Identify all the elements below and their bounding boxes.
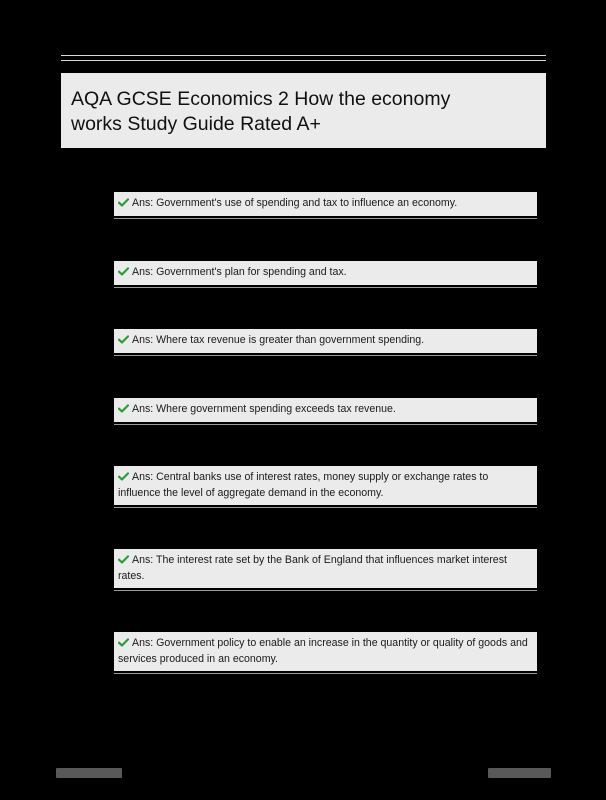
answer-box-5: [114, 466, 537, 505]
top-rule: [61, 55, 546, 61]
answer-text: Government policy to enable an increase in the quantity or quality of goods and services produced in an economy.: [118, 637, 528, 665]
answer-prefix: Ans:: [132, 334, 154, 346]
check-icon: [118, 404, 129, 413]
check-icon: [118, 472, 129, 481]
answer-prefix: Ans:: [132, 403, 154, 415]
check-icon: [118, 638, 129, 647]
answer-text: Government's plan for spending and tax.: [156, 266, 347, 278]
check-icon: [118, 267, 129, 276]
answer-text: Where tax revenue is greater than government spending.: [156, 334, 425, 346]
check-icon: [118, 555, 129, 564]
answer-text: Government's use of spending and tax to influence an economy.: [156, 197, 458, 209]
answer-box-7: [114, 632, 537, 671]
answer-prefix: Ans:: [132, 637, 154, 649]
answer-box-2: [114, 261, 537, 285]
footer-left-blurred: [56, 768, 122, 778]
answer-text: Where government spending exceeds tax revenue.: [156, 403, 396, 415]
answer-box-1: [114, 192, 537, 216]
title-box: [61, 73, 546, 148]
document-title: AQA GCSE Economics 2 How the economy works Study Guide Rated A+: [71, 88, 451, 135]
answer-prefix: Ans:: [132, 554, 154, 566]
answer-text: Central banks use of interest rates, money supply or exchange rates to influence the level of aggregate demand in the economy.: [118, 471, 489, 499]
answer-box-3: [114, 329, 537, 353]
check-icon: [118, 335, 129, 344]
answer-box-4: [114, 398, 537, 422]
footer-right-blurred: [488, 768, 551, 778]
answer-prefix: Ans:: [132, 471, 154, 483]
answer-prefix: Ans:: [132, 197, 154, 209]
answer-box-6: [114, 549, 537, 588]
check-icon: [118, 198, 129, 207]
answer-text: The interest rate set by the Bank of England that influences market interest rates.: [118, 554, 507, 582]
answer-prefix: Ans:: [132, 266, 154, 278]
